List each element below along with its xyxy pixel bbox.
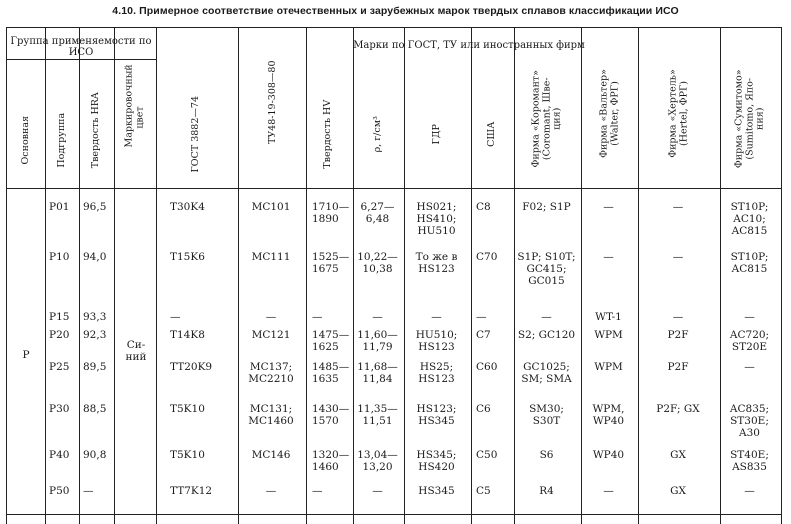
cell-hv: 1475— 1625	[312, 329, 350, 353]
cell-rho: 13,04— 13,20	[357, 449, 398, 473]
cell-rho: —	[372, 311, 383, 323]
col-line	[79, 27, 80, 524]
cell-usa: C50	[476, 449, 498, 461]
cell-sub: P20	[49, 329, 70, 341]
cell-walter: —	[603, 201, 614, 213]
header-brands: Марки по ГОСТ, ТУ или иностранных фирм	[353, 40, 585, 51]
cell-rho: 11,35— 11,51	[357, 403, 398, 427]
cell-gdr: HU510; HS123	[415, 329, 458, 353]
header-bottom-border	[6, 188, 782, 189]
cell-hra: 90,8	[83, 449, 107, 461]
cell-walter: WPM	[594, 361, 623, 373]
cell-hertel: P2F	[667, 329, 689, 341]
cell-hertel: P2F; GX	[656, 403, 700, 415]
cell-usa: C8	[476, 201, 491, 213]
cell-walter: WPM	[594, 329, 623, 341]
steel-grades-table	[6, 27, 782, 524]
cell-sumitomo: ST40E; AS835	[730, 449, 769, 473]
cell-gost: T15K6	[170, 251, 205, 263]
cell-hertel: GX	[670, 449, 686, 461]
cell-gdr: HS021; HS410; HU510	[416, 201, 457, 237]
header-coromant: Фирма «Коромант» (Coromant, Шве- ция)	[530, 70, 563, 168]
cell-gdr: То же в HS123	[415, 251, 458, 275]
table-caption: 4.10. Примерное соответствие отечественных и зарубежных марок твердых сплавов классификации ИСО	[112, 5, 679, 17]
header-marking-color: Маркировочный цвет	[123, 64, 145, 148]
table-top-border	[6, 27, 782, 28]
cell-coromant: —	[541, 311, 552, 323]
cell-tu: MC121	[251, 329, 291, 341]
cell-hv: 1485— 1635	[312, 361, 350, 385]
cell-sumitomo: AC835; ST30E; A30	[729, 403, 770, 439]
cell-gdr: —	[431, 311, 442, 323]
col-line	[781, 27, 782, 524]
cell-hertel: —	[672, 311, 684, 323]
cell-coromant: S2; GC120	[517, 329, 576, 341]
cell-gdr: HS345	[418, 485, 455, 497]
cell-coromant: S6	[539, 449, 554, 461]
cell-hra: 92,3	[83, 329, 107, 341]
cell-walter: —	[603, 251, 614, 263]
header-usa: США	[485, 121, 497, 147]
cell-hra: 88,5	[83, 403, 107, 415]
cell-hra: 96,5	[83, 201, 107, 213]
cell-usa: —	[476, 311, 487, 323]
cell-walter: WPM, WP40	[592, 403, 625, 427]
col-line	[114, 27, 115, 524]
cell-hv: 1710— 1890	[312, 201, 350, 225]
header-walter: Фирма «Вальтер» (Walter, ФРГ)	[598, 69, 620, 158]
cell-sumitomo: —	[744, 485, 755, 497]
header-gdr: ГДР	[430, 124, 442, 145]
header-iso-group: Группа применяемости по ИСО	[10, 36, 152, 58]
cell-gdr: HS25; HS123	[418, 361, 455, 385]
cell-sub: P01	[49, 201, 70, 213]
cell-walter: WT-1	[595, 311, 622, 323]
cell-tu: MC146	[251, 449, 291, 461]
cell-usa: C5	[476, 485, 491, 497]
cell-walter: WP40	[592, 449, 625, 461]
cell-coromant: F02; S1P	[522, 201, 571, 213]
header-hertel: Фирма «Хертель» (Hertel, ФРГ)	[667, 69, 689, 158]
cell-usa: C7	[476, 329, 491, 341]
cell-tu: —	[265, 311, 277, 323]
cell-coromant: S1P; S10T; GC415; GC015	[517, 251, 576, 287]
cell-hra: 89,5	[83, 361, 107, 373]
col-line	[471, 27, 472, 524]
cell-hv: 1320— 1460	[312, 449, 350, 473]
cell-usa: C60	[476, 361, 498, 373]
cell-sub: P25	[49, 361, 70, 373]
main-group-cell: P	[22, 349, 30, 361]
header-main-group: Основная	[19, 116, 31, 165]
cell-hra: 93,3	[83, 311, 107, 323]
cell-sumitomo: —	[744, 311, 755, 323]
cell-rho: 11,68— 11,84	[357, 361, 398, 385]
cell-sub: P40	[49, 449, 70, 461]
header-density: ρ, г/см³	[371, 116, 383, 153]
header-hardness-hra: Твердость HRA	[89, 92, 101, 169]
cell-coromant: GC1025; SM; SMA	[521, 361, 572, 385]
col-line	[6, 27, 7, 524]
cell-usa: C70	[476, 251, 498, 263]
cell-gost: TT7K12	[170, 485, 213, 497]
header-gost: ГОСТ 3882—74	[189, 96, 201, 173]
iso-group-divider	[6, 59, 156, 60]
cell-hv: 1430— 1570	[312, 403, 350, 427]
cell-hv: 1525— 1675	[312, 251, 350, 275]
cell-sub: P30	[49, 403, 70, 415]
cell-rho: —	[372, 485, 383, 497]
table-bottom-border	[6, 514, 782, 515]
cell-gost: T30K4	[170, 201, 205, 213]
cell-rho: 10,22— 10,38	[357, 251, 398, 275]
cell-hra: —	[83, 485, 94, 497]
header-hardness-hv: Твердость HV	[321, 99, 333, 169]
cell-hv: —	[312, 485, 323, 497]
cell-hertel: GX	[670, 485, 686, 497]
cell-hertel: —	[672, 251, 684, 263]
cell-sumitomo: ST10P; AC815	[730, 251, 769, 275]
cell-gost: TT20K9	[170, 361, 213, 373]
cell-sub: P15	[49, 311, 70, 323]
cell-sumitomo: AC720; ST20E	[729, 329, 770, 353]
cell-hra: 94,0	[83, 251, 107, 263]
cell-tu: MC137; MC2210	[248, 361, 294, 385]
cell-tu: —	[265, 485, 277, 497]
col-line	[45, 27, 46, 524]
cell-gdr: HS345; HS420	[416, 449, 457, 473]
cell-rho: 6,27— 6,48	[360, 201, 395, 225]
cell-gdr: HS123; HS345	[416, 403, 457, 427]
cell-sumitomo: ST10P; AC10; AC815	[730, 201, 769, 237]
cell-coromant: SM30; S30T	[529, 403, 564, 427]
cell-sumitomo: —	[744, 361, 755, 373]
header-sumitomo: Фирма «Сумитомо» (Sumitomo, Япо- ния)	[733, 69, 766, 169]
cell-coromant: R4	[539, 485, 554, 497]
col-line	[156, 27, 157, 524]
cell-hv: —	[312, 311, 323, 323]
cell-sub: P10	[49, 251, 70, 263]
header-tu: ТУ48-19-308—80	[266, 60, 278, 145]
cell-tu: MC131; MC1460	[248, 403, 294, 427]
cell-tu: MC101	[251, 201, 291, 213]
cell-rho: 11,60— 11,79	[357, 329, 398, 353]
cell-hertel: —	[672, 201, 684, 213]
cell-gost: T5K10	[170, 403, 205, 415]
col-line	[306, 27, 307, 524]
cell-gost: —	[170, 311, 181, 323]
header-subgroup: Подгруппа	[55, 112, 67, 168]
marking-color-cell: Си- ний	[125, 339, 147, 363]
cell-walter: —	[603, 485, 614, 497]
cell-gost: T14K8	[170, 329, 205, 341]
cell-sub: P50	[49, 485, 70, 497]
cell-tu: MC111	[251, 251, 291, 263]
cell-usa: C6	[476, 403, 491, 415]
cell-hertel: P2F	[667, 361, 689, 373]
cell-gost: T5K10	[170, 449, 205, 461]
